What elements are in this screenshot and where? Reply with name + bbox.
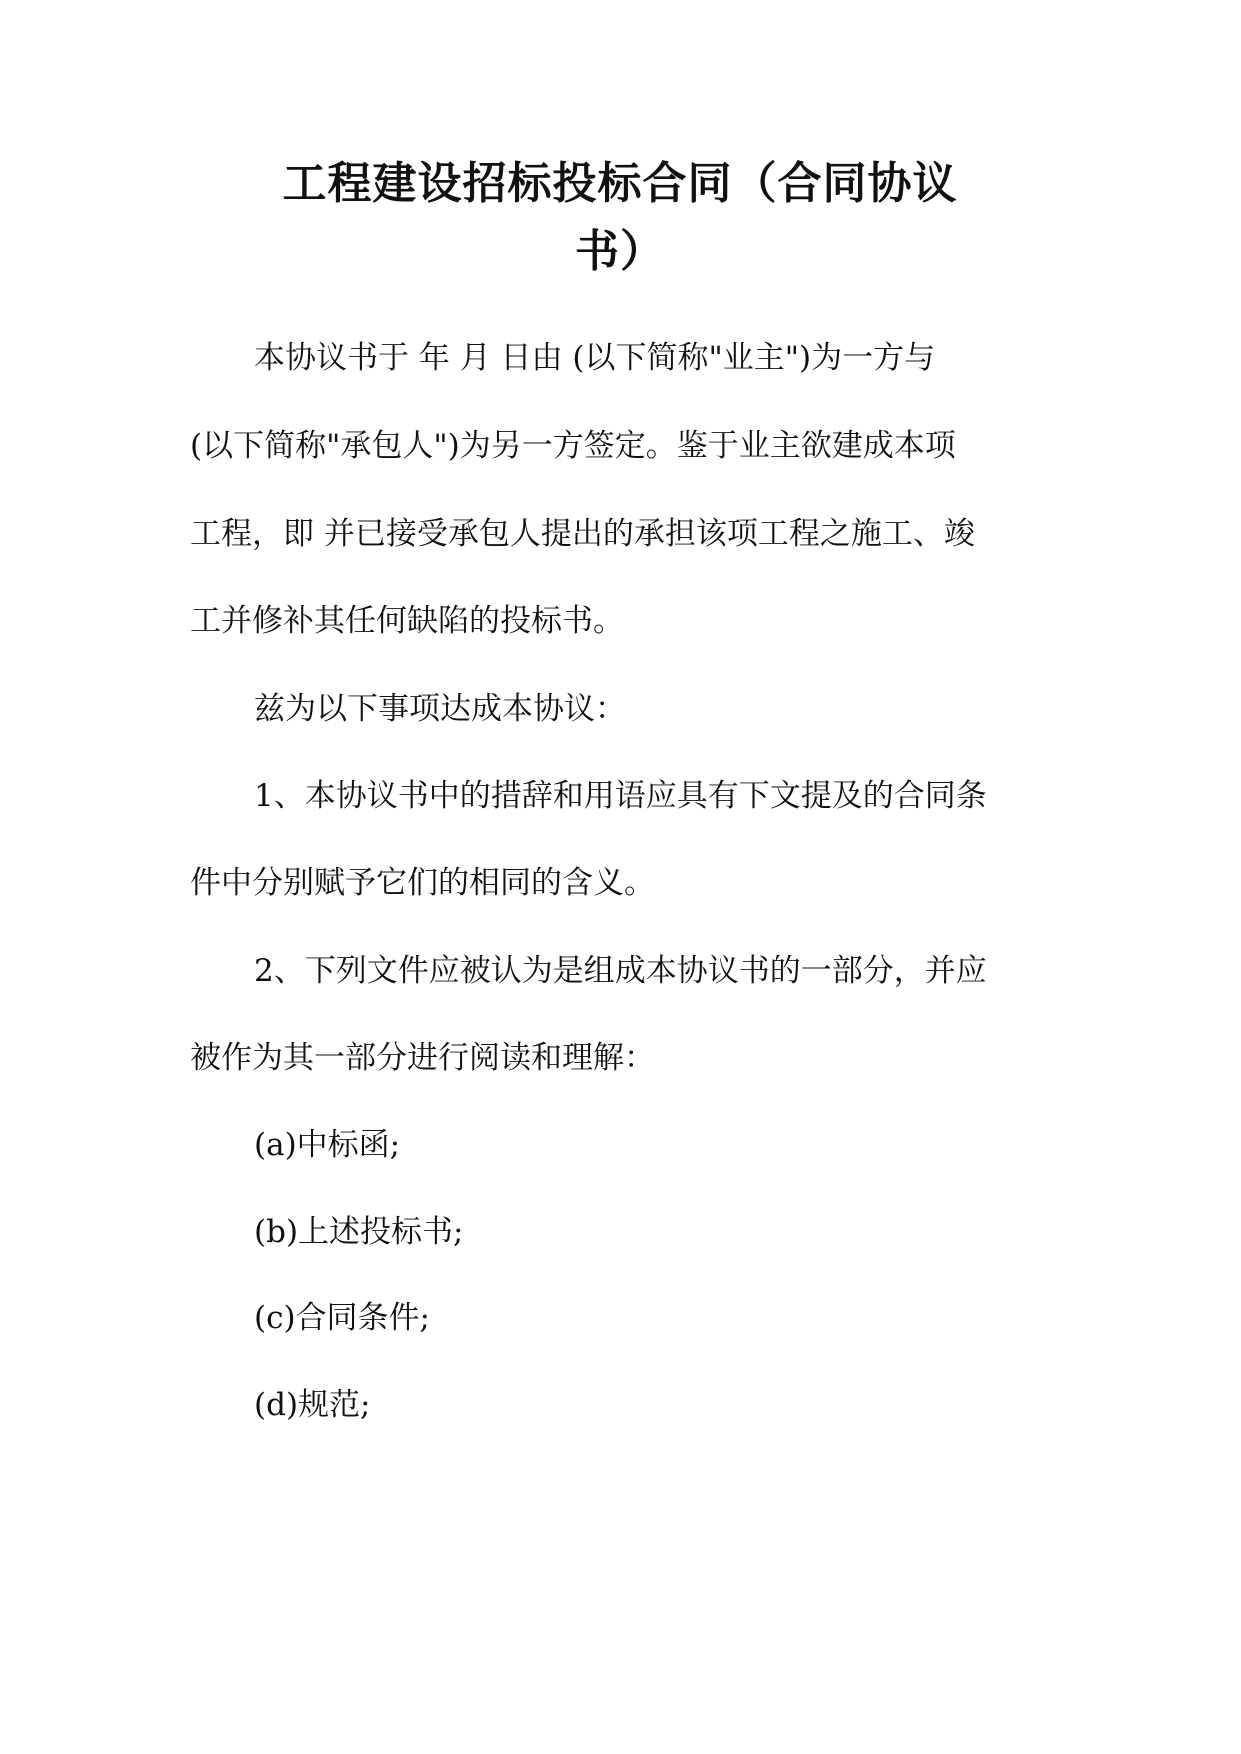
paragraph-line: 2、下列文件应被认为是组成本协议书的一部分，并应 (254, 953, 987, 989)
list-item: (b)上述投标书; (254, 1214, 464, 1250)
paragraph-line: (以下简称"承包人")为另一方签定。鉴于业主欲建成本项 (190, 428, 956, 464)
paragraph-line: 1、本协议书中的措辞和用语应具有下文提及的合同条 (254, 778, 987, 814)
paragraph-line: 件中分别赋予它们的相同的含义。 (190, 865, 655, 901)
list-item: (a)中标函; (254, 1127, 401, 1163)
paragraph-line: 工程，即 并已接受承包人提出的承担该项工程之施工、竣 (190, 516, 975, 552)
list-item: (c)合同条件; (254, 1300, 430, 1336)
paragraph-line: 工并修补其任何缺陷的投标书。 (190, 603, 624, 639)
document-title-line-2: 书） (575, 226, 665, 277)
paragraph-line: 兹为以下事项达成本协议： (254, 691, 626, 727)
paragraph-line: 被作为其一部分进行阅读和理解： (190, 1040, 655, 1076)
paragraph-line: 本协议书于 年 月 日由 (以下简称"业主")为一方与 (254, 340, 936, 376)
document-title-line-1: 工程建设招标投标合同（合同协议 (282, 158, 958, 209)
list-item: (d)规范; (254, 1387, 371, 1423)
